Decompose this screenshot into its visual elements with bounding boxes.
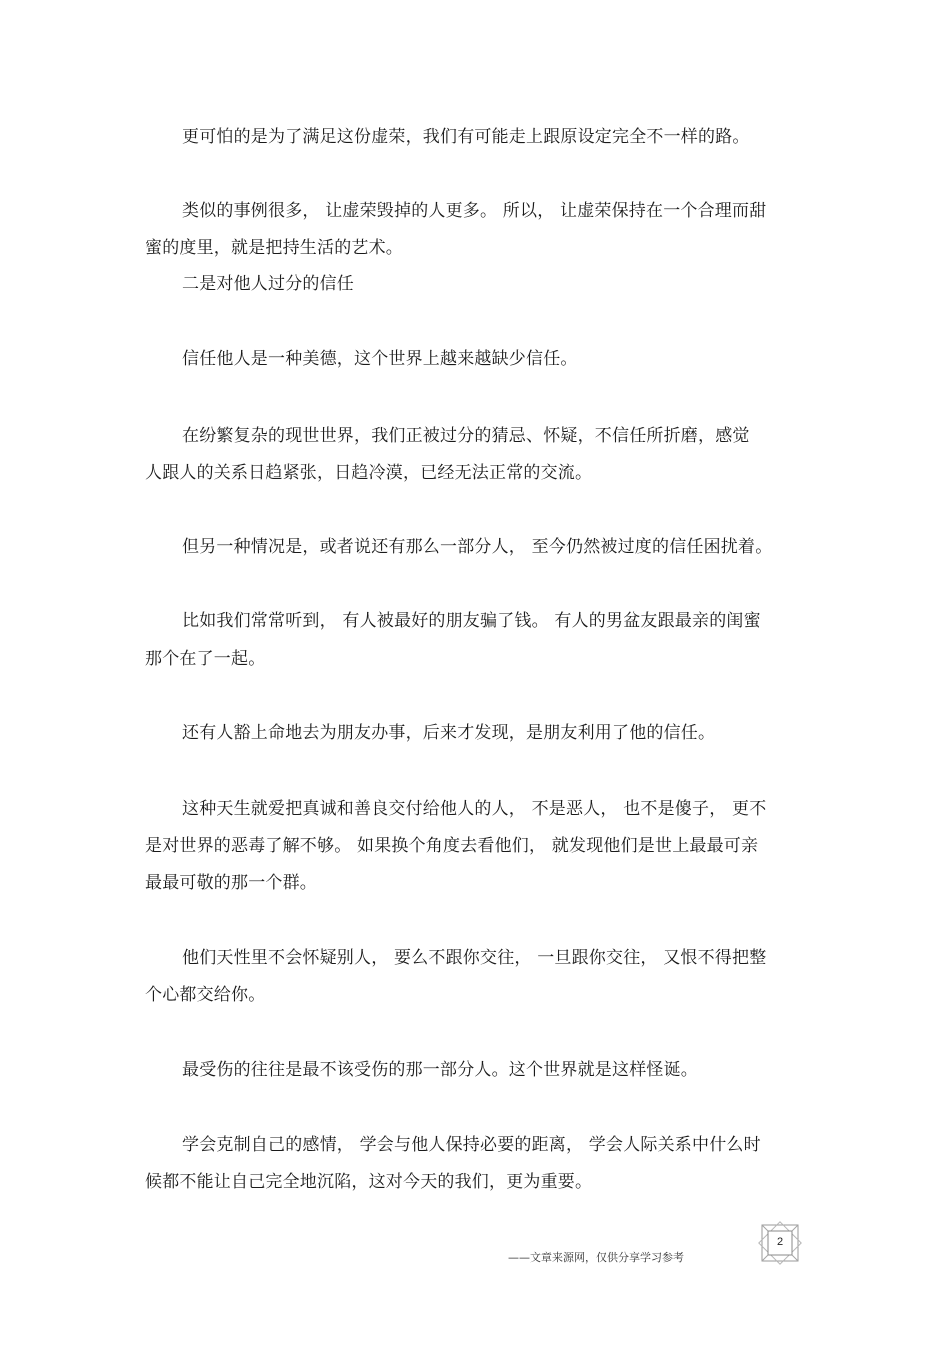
paragraph-line: 是对世界的恶毒了解不够。 如果换个角度去看他们， 就发现他们是世上最最可亲	[145, 836, 759, 856]
paragraph-line: 还有人豁上命地去为朋友办事，后来才发现，是朋友利用了他的信任。	[182, 723, 716, 743]
paragraph-line: 但另一种情况是，或者说还有那么一部分人， 至今仍然被过度的信任困扰着。	[182, 537, 773, 557]
paragraph-line: 个心都交给你。	[145, 985, 266, 1005]
paragraph-line: 信任他人是一种美德，这个世界上越来越缺少信任。	[182, 349, 578, 369]
paragraph-line: 更可怕的是为了满足这份虚荣，我们有可能走上跟原设定完全不一样的路。	[182, 127, 750, 147]
paragraph-line: 最最可敬的那一个群。	[145, 873, 317, 893]
paragraph-line: 他们天性里不会怀疑别人， 要么不跟你交往， 一旦跟你交往， 又恨不得把整	[182, 948, 767, 968]
paragraph-line: 学会克制自己的感情， 学会与他人保持必要的距离， 学会人际关系中什么时	[182, 1135, 761, 1155]
footer-source-note: ——文章来源网，仅供分享学习参考	[508, 1251, 684, 1264]
page-number-badge	[757, 1220, 803, 1266]
paragraph-line: 这种天生就爱把真诚和善良交付给他人的人， 不是恶人， 也不是傻子， 更不	[182, 799, 767, 819]
paragraph-line: 候都不能让自己完全地沉陷，这对今天的我们，更为重要。	[145, 1172, 593, 1192]
paragraph-line: 比如我们常常听到， 有人被最好的朋友骗了钱。 有人的男盆友跟最亲的闺蜜	[182, 611, 761, 631]
section-heading: 二是对他人过分的信任	[182, 274, 354, 294]
paragraph-line: 类似的事例很多， 让虚荣毁掉的人更多。 所以， 让虚荣保持在一个合理而甜	[182, 201, 767, 221]
paragraph-line: 人跟人的关系日趋紧张，日趋冷漠，已经无法正常的交流。	[145, 463, 593, 483]
paragraph-line: 蜜的度里，就是把持生活的艺术。	[145, 238, 403, 258]
paragraph-line: 在纷繁复杂的现世世界，我们正被过分的猜忌、怀疑，不信任所折磨，感觉	[182, 426, 750, 446]
page-number: 2	[776, 1236, 784, 1248]
paragraph-line: 最受伤的往往是最不该受伤的那一部分人。这个世界就是这样怪诞。	[182, 1060, 698, 1080]
paragraph-line: 那个在了一起。	[145, 649, 266, 669]
